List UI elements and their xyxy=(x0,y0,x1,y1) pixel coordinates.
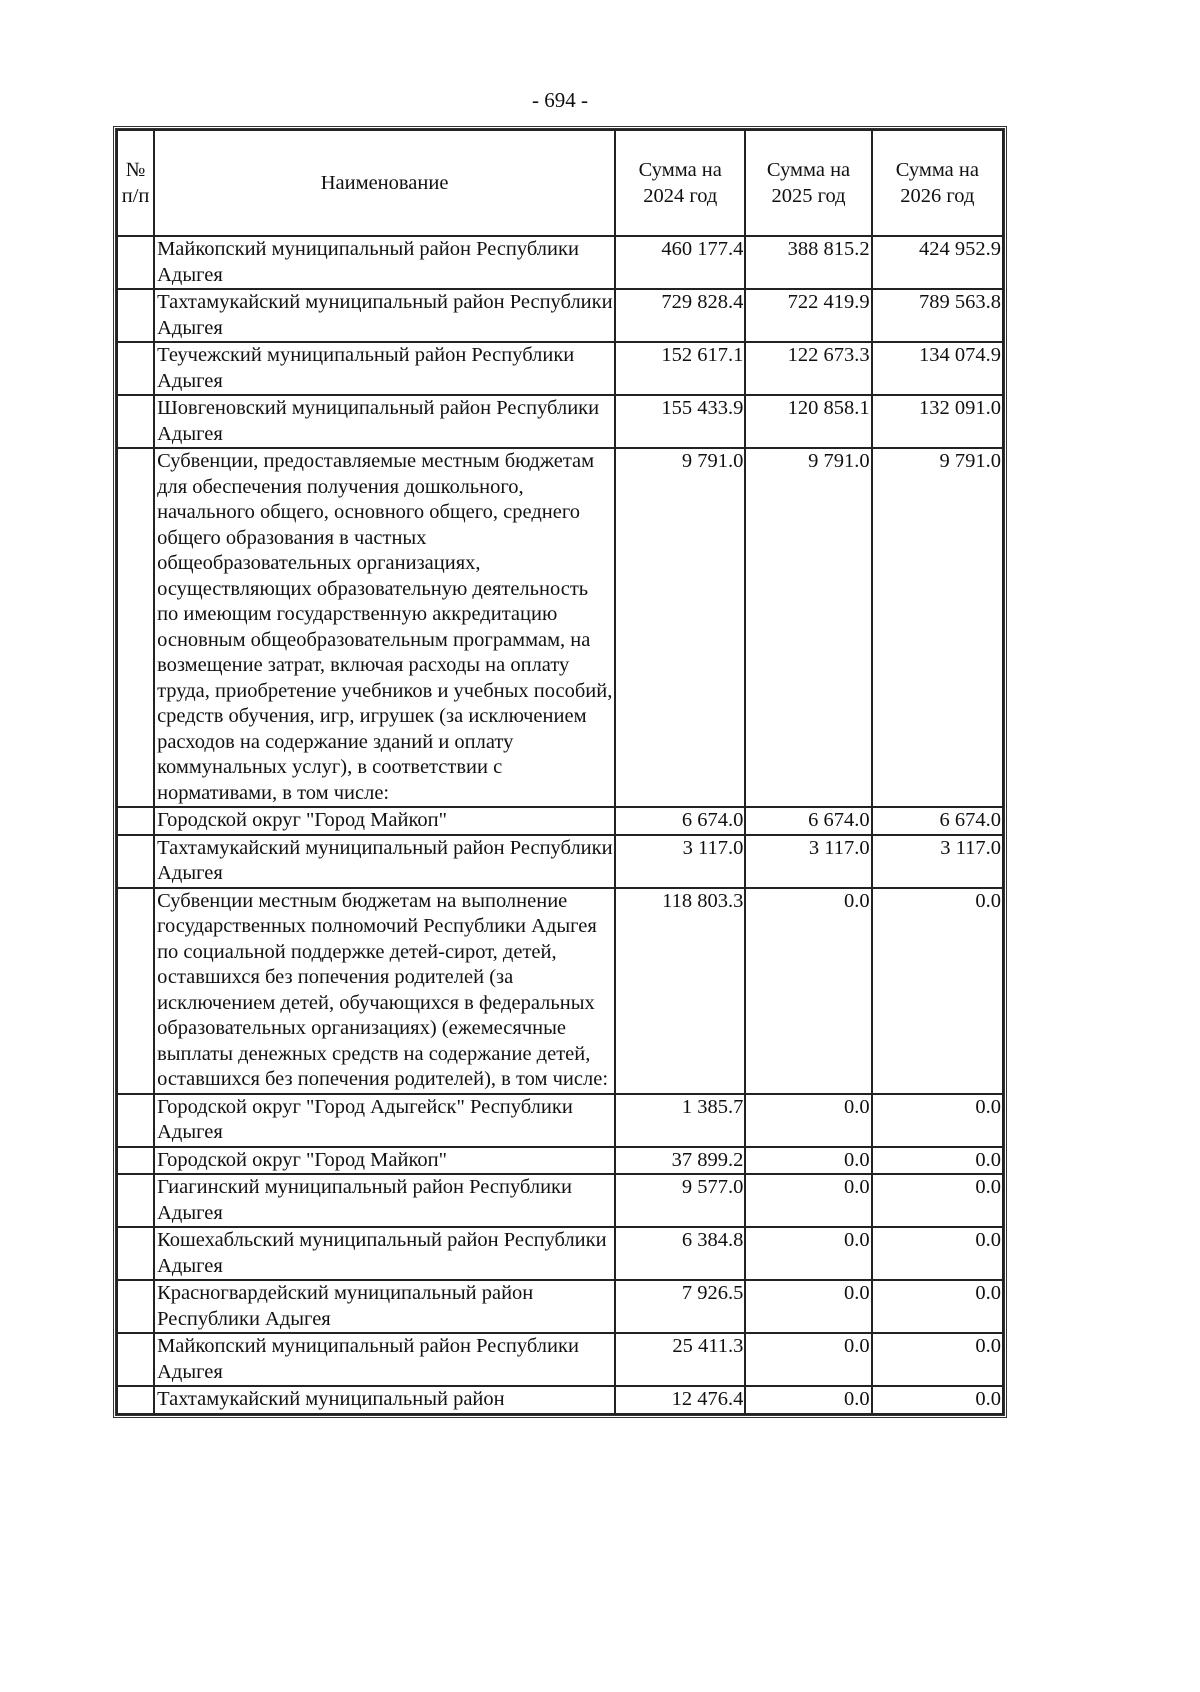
table-row xyxy=(117,342,1003,395)
amount-2025: 122 673.3 xyxy=(745,342,871,395)
row-number xyxy=(117,807,154,835)
row-number xyxy=(117,236,154,289)
amount-2024: 9 577.0 xyxy=(615,1174,745,1227)
table-header xyxy=(117,130,1003,236)
row-name: Тахтамукайский муниципальный район Республики Адыгея xyxy=(154,835,615,888)
table-row xyxy=(117,1147,1003,1175)
amount-2026: 9 791.0 xyxy=(872,448,1003,807)
amount-2024: 155 433.9 xyxy=(615,395,745,448)
table-row xyxy=(117,1227,1003,1280)
amount-2026: 0.0 xyxy=(872,1174,1003,1227)
row-number xyxy=(117,888,154,1094)
row-name: Шовгеновский муниципальный район Республики Адыгея xyxy=(154,395,615,448)
amount-2024: 1 385.7 xyxy=(615,1094,745,1147)
amount-2024: 6 674.0 xyxy=(615,807,745,835)
table-row xyxy=(117,1386,1003,1414)
amount-2025: 0.0 xyxy=(745,1227,871,1280)
amount-2026: 789 563.8 xyxy=(872,289,1003,342)
amount-2026: 0.0 xyxy=(872,1280,1003,1333)
amount-2025: 388 815.2 xyxy=(745,236,871,289)
row-number xyxy=(117,289,154,342)
amount-2024: 25 411.3 xyxy=(615,1333,745,1386)
row-name: Субвенции местным бюджетам на выполнение государственных полномочий Республики Адыгея по социальной поддержке детей-сирот, детей, оставшихся без попечения родителей (за исключением детей, обучающихся в федеральных образовательных организациях) (ежемесячные выплаты денежных средств на содержание детей, оставшихся без попечения родителей), в том числе: xyxy=(154,888,615,1094)
header-2024: Сумма на 2024 год xyxy=(615,130,745,236)
row-number xyxy=(117,395,154,448)
row-number xyxy=(117,1333,154,1386)
row-number xyxy=(117,1386,154,1414)
amount-2025: 0.0 xyxy=(745,1280,871,1333)
amount-2024: 460 177.4 xyxy=(615,236,745,289)
table-row xyxy=(117,448,1003,807)
row-number xyxy=(117,342,154,395)
row-number xyxy=(117,448,154,807)
header-2025: Сумма на 2025 год xyxy=(745,130,871,236)
amount-2026: 424 952.9 xyxy=(872,236,1003,289)
amount-2024: 12 476.4 xyxy=(615,1386,745,1414)
header-name: Наименование xyxy=(154,130,615,236)
table-row xyxy=(117,1333,1003,1386)
amount-2025: 722 419.9 xyxy=(745,289,871,342)
amount-2025: 0.0 xyxy=(745,1094,871,1147)
amount-2025: 120 858.1 xyxy=(745,395,871,448)
amount-2026: 0.0 xyxy=(872,1227,1003,1280)
page-number: - 694 - xyxy=(532,88,588,112)
amount-2026: 134 074.9 xyxy=(872,342,1003,395)
amount-2025: 0.0 xyxy=(745,888,871,1094)
amount-2026: 0.0 xyxy=(872,888,1003,1094)
amount-2026: 0.0 xyxy=(872,1147,1003,1175)
amount-2026: 0.0 xyxy=(872,1386,1003,1414)
amount-2025: 6 674.0 xyxy=(745,807,871,835)
row-name: Теучежский муниципальный район Республики Адыгея xyxy=(154,342,615,395)
row-number xyxy=(117,835,154,888)
amount-2024: 3 117.0 xyxy=(615,835,745,888)
row-name: Городской округ "Город Адыгейск" Республики Адыгея xyxy=(154,1094,615,1147)
row-number xyxy=(117,1147,154,1175)
table-row xyxy=(117,888,1003,1094)
row-name: Красногвардейский муниципальный район Республики Адыгея xyxy=(154,1280,615,1333)
row-name: Тахтамукайский муниципальный район Республики Адыгея xyxy=(154,289,615,342)
header-2026: Сумма на 2026 год xyxy=(872,130,1003,236)
amount-2024: 729 828.4 xyxy=(615,289,745,342)
row-number xyxy=(117,1174,154,1227)
table-row xyxy=(117,1174,1003,1227)
header-number: № п/п xyxy=(117,130,154,236)
row-name: Городской округ "Город Майкоп" xyxy=(154,807,615,835)
amount-2024: 37 899.2 xyxy=(615,1147,745,1175)
amount-2024: 118 803.3 xyxy=(615,888,745,1094)
table-row xyxy=(117,1094,1003,1147)
amount-2025: 0.0 xyxy=(745,1386,871,1414)
row-name: Гиагинский муниципальный район Республики Адыгея xyxy=(154,1174,615,1227)
row-name: Городской округ "Город Майкоп" xyxy=(154,1147,615,1175)
amount-2025: 0.0 xyxy=(745,1147,871,1175)
table-row xyxy=(117,1280,1003,1333)
row-number xyxy=(117,1280,154,1333)
table-row xyxy=(117,395,1003,448)
amount-2026: 3 117.0 xyxy=(872,835,1003,888)
row-name: Субвенции, предоставляемые местным бюджетам для обеспечения получения дошкольного, начального общего, основного общего, среднего общего образования в частных общеобразовательных организациях, осуществляющих образовательную деятельность по имеющим государственную аккредитацию основным общеобразовательным программам, на возмещение затрат, включая расходы на оплату труда, приобретение учебников и учебных пособий, средств обучения, игр, игрушек (за исключением расходов на содержание зданий и оплату коммунальных услуг), в соответствии с нормативами, в том числе: xyxy=(154,448,615,807)
table-row xyxy=(117,807,1003,835)
amount-2024: 6 384.8 xyxy=(615,1227,745,1280)
amount-2026: 0.0 xyxy=(872,1094,1003,1147)
budget-table xyxy=(116,129,1004,1415)
amount-2026: 6 674.0 xyxy=(872,807,1003,835)
amount-2025: 0.0 xyxy=(745,1333,871,1386)
table-row xyxy=(117,289,1003,342)
row-name: Тахтамукайский муниципальный район xyxy=(154,1386,615,1414)
row-name: Кошехабльский муниципальный район Республики Адыгея xyxy=(154,1227,615,1280)
amount-2026: 132 091.0 xyxy=(872,395,1003,448)
amount-2025: 0.0 xyxy=(745,1174,871,1227)
amount-2024: 9 791.0 xyxy=(615,448,745,807)
row-name: Майкопский муниципальный район Республики Адыгея xyxy=(154,1333,615,1386)
amount-2024: 7 926.5 xyxy=(615,1280,745,1333)
row-number xyxy=(117,1227,154,1280)
amount-2024: 152 617.1 xyxy=(615,342,745,395)
table-row xyxy=(117,835,1003,888)
amount-2025: 3 117.0 xyxy=(745,835,871,888)
table-row xyxy=(117,236,1003,289)
amount-2026: 0.0 xyxy=(872,1333,1003,1386)
row-number xyxy=(117,1094,154,1147)
row-name: Майкопский муниципальный район Республики Адыгея xyxy=(154,236,615,289)
amount-2025: 9 791.0 xyxy=(745,448,871,807)
